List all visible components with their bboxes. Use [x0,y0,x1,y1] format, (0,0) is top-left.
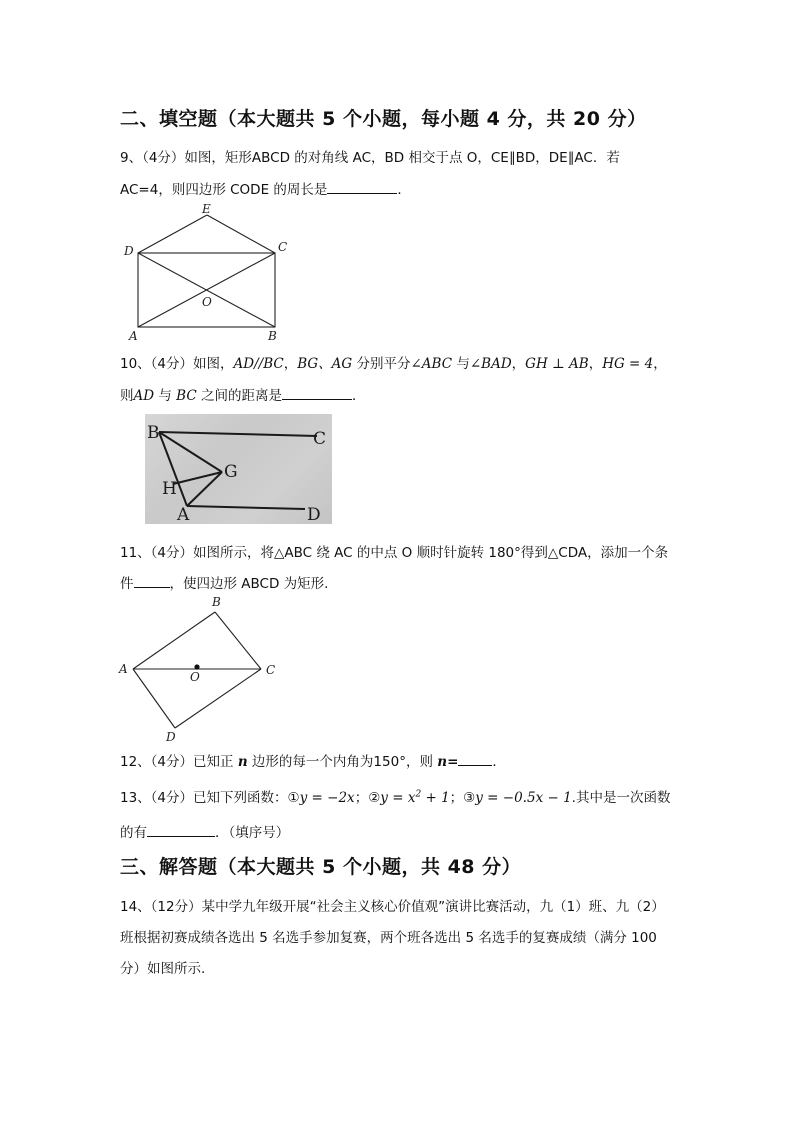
question-11-text: ，使四边形 ABCD 为矩形. [169,576,329,592]
question-14-line-3: 分）如图所示. [120,961,206,977]
question-13-line-1 [120,786,670,806]
math-bc: BC [176,388,197,404]
function-1: y = −2x [299,790,355,806]
question-12 [120,750,506,770]
question-10-text: 分别平分 [352,356,411,372]
answer-blank-12[interactable] [458,753,492,766]
math-n: n [437,754,448,770]
punct: ， [588,356,603,372]
label-c: C [266,663,276,677]
function-3: y = −0.5x − 1 [475,790,572,806]
question-9-line-1: 9、（4分）如图，矩形ABCD 的对角线 AC，BD 相交于点 O，CE∥BD，DE∥AC．若 [120,150,620,166]
question-11-line-2 [120,572,328,592]
answer-blank-10[interactable] [282,387,352,400]
label-o: O [190,670,200,684]
figure-rectangle-codee [120,200,300,348]
question-11-line-1: 11、（4分）如图所示，将△ABC 绕 AC 的中点 O 顺时针旋转 180°得到△CDA，添加一个条 [120,545,669,561]
label-o: O [202,295,212,309]
question-10-text: 10、（4分）如图， [120,356,234,372]
punct: ， [283,356,298,372]
question-12-text: 12、（4分）已知正 [120,754,238,770]
question-13-text: .其中是一次函数 [571,790,671,806]
label-b: B [268,329,277,343]
item-number-1: ① [287,790,300,806]
label-c: C [313,429,327,449]
question-10-text: 与 [452,356,470,372]
math-ad-parallel-bc: AD//BC [233,356,284,372]
question-9-line-2 [120,178,411,198]
figure-quadrilateral-abcd [115,592,285,748]
question-10-line-1 [120,352,667,372]
question-10-line-2 [120,384,365,404]
math-angle-abc: ∠ABC [410,356,453,372]
question-9-end: ． [397,182,411,198]
label-b: B [147,423,160,443]
question-10-text: 与 [154,388,177,404]
question-10-text: 之间的距离是 [196,388,282,404]
question-12-text: 边形的每一个内角为150°，则 [247,754,438,770]
math-gh-perp-ab: GH ⊥ AB [525,356,589,372]
label-d: D [124,244,134,258]
function-2-base: y = x [380,790,416,806]
question-11-text: 件 [120,576,134,592]
question-13-text: 13、（4分）已知下列函数： [120,790,288,806]
math-n: n [237,754,248,770]
label-h: H [162,479,177,499]
label-a: A [119,662,128,676]
label-e: E [202,202,211,216]
question-13-line-2 [120,821,289,841]
math-ad: AD [133,388,155,404]
label-c: C [278,240,288,254]
item-number-2: ② [368,790,381,806]
punct: ． [492,754,506,770]
math-hg-equals-4: HG = 4 [602,356,654,372]
question-10-text: 则 [120,388,134,404]
section-title-solutions: 三、解答题（本大题共 5 个小题，共 48 分） [120,856,522,878]
section-title-fill-in: 二、填空题（本大题共 5 个小题，每小题 4 分，共 20 分） [120,108,647,130]
function-2 [380,790,449,806]
punct: ． [351,388,366,404]
punct: ， [511,356,526,372]
question-13-text: ．（填序号） [215,825,290,841]
punct: ； [354,790,369,806]
label-d: D [307,505,321,524]
label-g: G [224,462,238,482]
math-equals: = [447,754,459,770]
function-2-exponent: 2 [415,789,422,800]
math-angle-bad: ∠BAD [469,356,512,372]
label-d: D [166,730,176,744]
question-13-text: 的有 [120,825,147,841]
label-a: A [129,329,138,343]
label-b: B [212,595,221,609]
answer-blank-13[interactable] [147,824,215,837]
answer-blank-9[interactable] [327,181,397,194]
figure-photo-parallel-lines [145,414,332,524]
item-number-3: ③ [463,790,476,806]
label-a: A [177,505,190,524]
punct: ， [653,356,667,372]
question-14-line-2: 班根据初赛成绩各选出 5 名选手参加复赛，两个班各选出 5 名选手的复赛成绩（满分 100 [120,930,657,946]
punct: ； [449,790,464,806]
answer-blank-11[interactable] [134,575,170,588]
question-9-text: AC=4，则四边形 CODE 的周长是 [120,182,328,198]
question-14-line-1: 14、（12分）某中学九年级开展“社会主义核心价值观”演讲比赛活动，九（1）班、九（2） [120,899,665,915]
math-bg-ag: BG、AG [297,356,353,372]
function-2-tail: + 1 [421,790,450,806]
